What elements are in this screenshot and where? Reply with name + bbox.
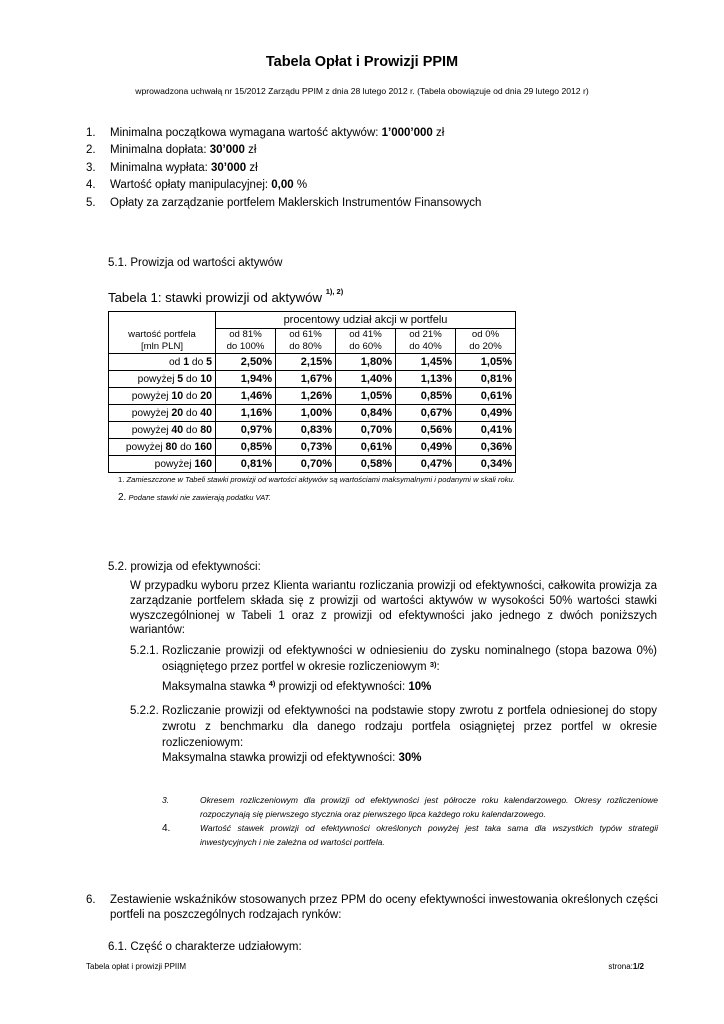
column-header: od 41% do 60% bbox=[336, 329, 396, 354]
section-5-2-intro: W przypadku wyboru przez Klienta wariantu rozliczania prowizji od efektywności, całkowita prowizja za zarządzanie portfelem składa się z prowizji od wartości aktywów w wysokości 50% wartości stawki wyszczególnionej w Tabeli 1 oraz z prowizji od efektywności jako jednego z dwóch poniższych wariantów: bbox=[130, 580, 657, 637]
table-row: od 1 do 5 2,50% 2,15% 1,80% 1,45% 1,05% bbox=[109, 354, 516, 371]
variant-5-2-1: 5.2.1. Rozliczanie prowizji od efektywności w odniesieniu do zysku nominalnego (stopa bazowa 0%) osiągniętego przez portfel w okresie rozliczeniowym $^{3)}$: bbox=[130, 645, 657, 673]
section-6-1-heading: 6.1. Część o charakterze udziałowym: bbox=[108, 941, 302, 953]
variant-5-2-1-max-rate: Maksymalna stawka $^{4)}$ prowizji od efektywności: 10% bbox=[162, 679, 432, 693]
table-row: powyżej 160 0,81% 0,70% 0,58% 0,47% 0,34% bbox=[109, 456, 516, 473]
table-row: powyżej 20 do 40 1,16% 1,00% 0,84% 0,67% 0,49% bbox=[109, 405, 516, 422]
section-6: 6. Zestawienie wskaźników stosowanych przez PPM do oceny efektywności inwestowania określonych części portfeli na poszczególnych rodzajach rynków: bbox=[86, 894, 658, 921]
table-footnote: 2. Podane stawki nie zawierają podatku VAT. bbox=[118, 492, 271, 503]
table-footnote: 1. Zamieszczone w Tabeli stawki prowizji od wartości aktywów są wartościami maksymalnymi i podanymi w skali roku. bbox=[118, 475, 515, 484]
note-item: 4. Wartość stawek prowizji od efektywności określonych powyżej jest taka sama dla wszystkich typów strategii inwestycyjnych i nie zależna od wartości portfela. bbox=[162, 823, 658, 847]
column-header: od 21% do 40% bbox=[396, 329, 456, 354]
section-5-2-heading: 5.2. prowizja od efektywności: bbox=[108, 561, 261, 573]
document-title: Tabela Opłat i Prowizji PPIM bbox=[265, 54, 459, 70]
footer-page-number: strona:1/2 bbox=[608, 962, 644, 971]
column-group-header: procentowy udział akcji w portfelu bbox=[216, 312, 516, 329]
table-row: powyżej 80 do 160 0,85% 0,73% 0,61% 0,49% 0,36% bbox=[109, 439, 516, 456]
document-subtitle: wprowadzona uchwałą nr 15/2012 Zarządu PPIM z dnia 28 lutego 2012 r. (Tabela obowiązuje od dnia 29 lutego 2012 r) bbox=[135, 86, 589, 96]
note-item: 3. Okresem rozliczeniowym dla prowizji od efektywności jest półrocze roku kalendarzowego. Okresy rozliczeniowe rozpoczynają się pierwszego stycznia oraz pierwszego lipca każdego roku kalendarzowego. bbox=[162, 795, 658, 819]
variant-5-2-2-max-rate: Maksymalna stawka prowizji od efektywności: 30% bbox=[162, 752, 422, 764]
column-header: od 0% do 20% bbox=[456, 329, 516, 354]
column-header: od 81% do 100% bbox=[216, 329, 276, 354]
column-header: od 61% do 80% bbox=[276, 329, 336, 354]
table-row: powyżej 5 do 10 1,94% 1,67% 1,40% 1,13% 0,81% bbox=[109, 371, 516, 388]
section-5-1-heading: 5.1. Prowizja od wartości aktywów bbox=[108, 257, 283, 269]
row-header: wartość portfela [mln PLN] bbox=[109, 329, 216, 354]
table-row: powyżej 10 do 20 1,46% 1,26% 1,05% 0,85% 0,61% bbox=[109, 388, 516, 405]
table-row: powyżej 40 do 80 0,97% 0,83% 0,70% 0,56% 0,41% bbox=[109, 422, 516, 439]
variant-5-2-2: 5.2.2. Rozliczanie prowizji od efektywności na podstawie stopy zwrotu z portfela odniesionej do stopy zwrotu z benchmarku dla danego rodzaju portfela osiągniętej przez portfel w okresie rozliczeniowym: bbox=[130, 705, 657, 749]
fee-table bbox=[108, 311, 516, 473]
footer-document-name: Tabela opłat i prowizji PPIIM bbox=[86, 962, 187, 971]
table-caption: Tabela 1: stawki prowizji od aktywów $^{1), 2)}$ bbox=[108, 287, 344, 305]
